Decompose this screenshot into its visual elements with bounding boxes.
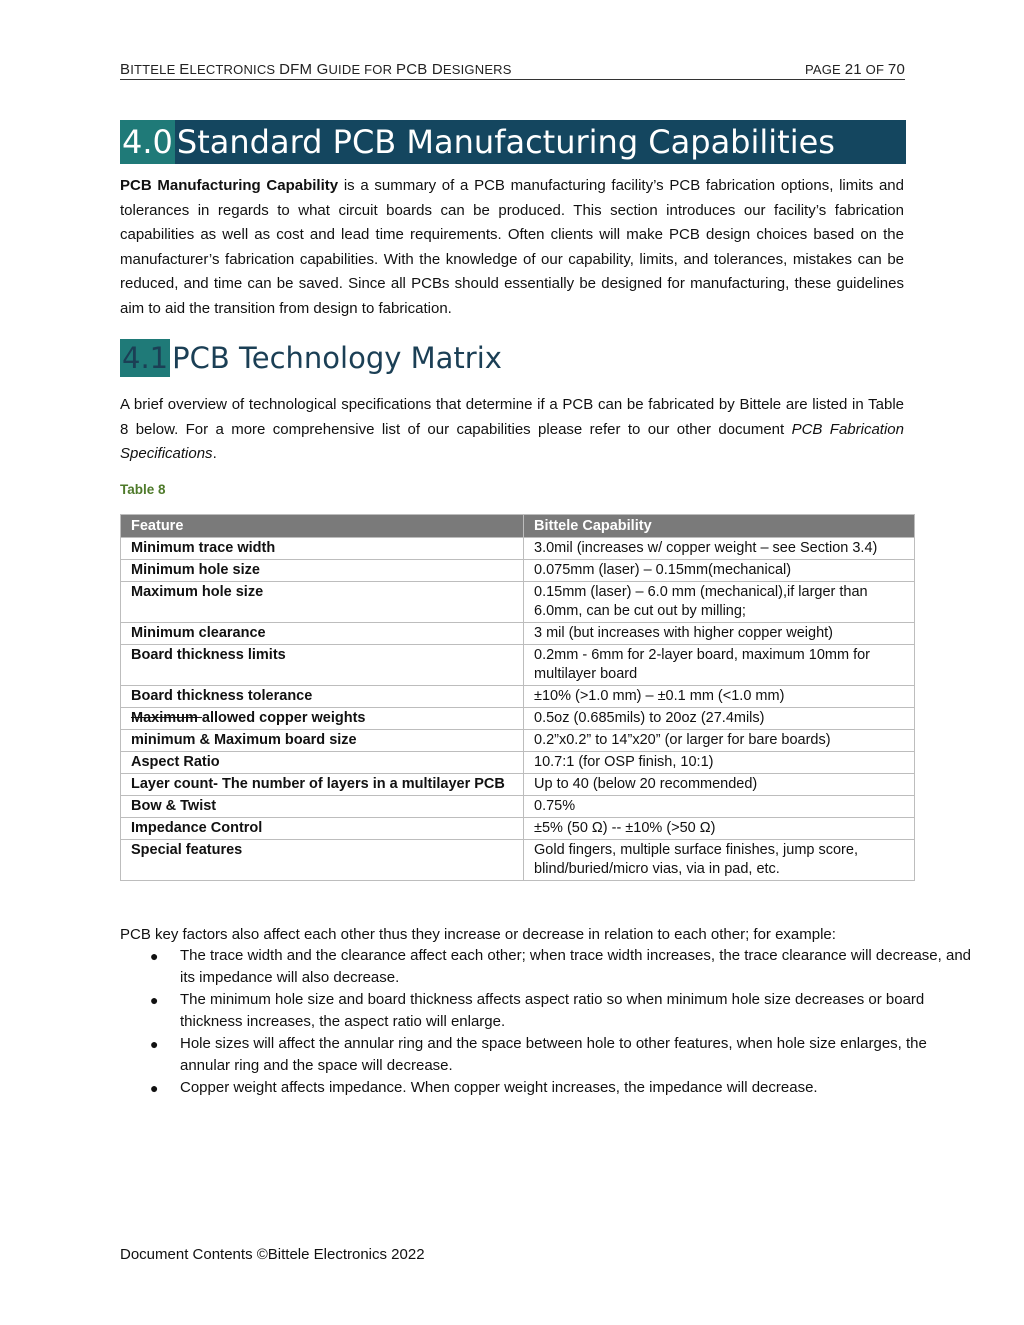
feature-label: Minimum hole size: [131, 562, 260, 578]
feature-cell: [121, 645, 524, 686]
feature-cell: [121, 818, 524, 840]
section-number: 4.1: [122, 341, 169, 375]
list-item-text: Copper weight affects impedance. When copper weight increases, the impedance will decrease.: [180, 1079, 818, 1096]
capability-cell: 0.075mm (laser) – 0.15mm(mechanical): [524, 560, 915, 582]
feature-cell: [121, 774, 524, 796]
section-heading-4-0: [120, 120, 906, 164]
feature-label: Board thickness tolerance: [131, 688, 313, 704]
table-row: [121, 752, 915, 774]
table-caption: Table 8: [120, 482, 166, 497]
table-row: [121, 623, 915, 645]
capability-cell: 3 mil (but increases with higher copper weight): [524, 623, 915, 645]
list-item-text: Hole sizes will affect the annular ring and the space between hole to other features, when hole size enlarges, the annular ring and the space will decrease.: [180, 1035, 927, 1074]
feature-label: Special features: [131, 842, 243, 858]
header-text-part: ESIGNERS: [442, 62, 512, 77]
header-text-part: ITTELE: [130, 62, 180, 77]
bullet-icon: ●: [150, 1080, 159, 1096]
section-title: PCB Technology Matrix: [172, 341, 502, 375]
feature-cell: [121, 538, 524, 560]
feature-label: Minimum trace width: [131, 540, 276, 556]
table-row: [121, 560, 915, 582]
header-text-part: UIDE FOR: [328, 62, 396, 77]
section-heading-4-1: [120, 338, 502, 378]
key-factors-intro: PCB key factors also affect each other thus they increase or decrease in relation to each other; for example:: [120, 926, 836, 943]
feature-cell: [121, 796, 524, 818]
table-row: [121, 840, 915, 881]
capability-table: [120, 514, 915, 881]
struck-text: Maximum: [131, 710, 202, 726]
bullet-icon: ●: [150, 1036, 159, 1052]
capability-cell: 10.7:1 (for OSP finish, 10:1): [524, 752, 915, 774]
feature-cell: [121, 582, 524, 623]
column-header-capability: Bittele Capability: [524, 515, 915, 538]
list-item: [150, 989, 972, 1033]
page-number: PAGE 21 OF 70: [804, 61, 905, 78]
feature-label: allowed copper weights: [201, 710, 366, 726]
header-text-part: LECTRONICS: [189, 62, 280, 77]
section-4-1-paragraph: A brief overview of technological specifications that determine if a PCB can be fabricated by Bittele are listed in Table 8 below. For a more comprehensive list of our capabilities please refer to our other document PCB Fabrication Specifications.: [120, 396, 904, 463]
table-row: [121, 645, 915, 686]
feature-cell: [121, 840, 524, 881]
header-text-part: G: [316, 61, 329, 78]
capability-cell: 0.15mm (laser) – 6.0 mm (mechanical),if larger than 6.0mm, can be cut out by milling;: [524, 582, 915, 623]
capability-cell: 0.75%: [524, 796, 915, 818]
list-item: [150, 945, 972, 989]
list-item-text: The trace width and the clearance affect each other; when trace width increases, the trace clearance will decrease, and its impedance will also decrease.: [180, 947, 972, 986]
list-item-text: The minimum hole size and board thickness affects aspect ratio so when minimum hole size decreases or board thickness increases, the aspect ratio will enlarge.: [180, 991, 925, 1030]
page-header: [120, 61, 905, 80]
feature-label: Aspect Ratio: [131, 754, 220, 770]
table-row: [121, 796, 915, 818]
header-text-part: E: [179, 61, 190, 78]
header-text-part: DFM: [279, 61, 317, 78]
section-title: Standard PCB Manufacturing Capabilities: [176, 123, 835, 161]
feature-label: Impedance Control: [131, 820, 263, 836]
capability-cell: 0.2”x0.2” to 14”x20” (or larger for bare boards): [524, 730, 915, 752]
feature-label: Bow & Twist: [131, 798, 217, 814]
feature-cell: [121, 560, 524, 582]
list-item: [150, 1033, 972, 1077]
section-number: 4.0: [120, 120, 175, 164]
capability-cell: ±5% (50 Ω) -- ±10% (>50 Ω): [524, 818, 915, 840]
header-text-part: B: [120, 61, 131, 78]
column-header-feature: Feature: [121, 515, 524, 538]
feature-label: minimum & Maximum board size: [131, 732, 357, 748]
feature-cell: [121, 686, 524, 708]
header-text-part: D: [431, 61, 443, 78]
list-item: [150, 1077, 972, 1099]
capability-cell: 3.0mil (increases w/ copper weight – see Section 3.4): [524, 538, 915, 560]
header-text-part: PCB: [396, 61, 432, 78]
capability-cell: Up to 40 (below 20 recommended): [524, 774, 915, 796]
feature-cell: [121, 752, 524, 774]
table-row: [121, 708, 915, 730]
table-row: [121, 538, 915, 560]
capability-cell: Gold fingers, multiple surface finishes, jump score, blind/buried/micro vias, via in pad, etc.: [524, 840, 915, 881]
feature-label: Minimum clearance: [131, 625, 266, 641]
feature-label: Layer count- The number of layers in a multilayer PCB: [131, 776, 505, 792]
table-row: [121, 730, 915, 752]
table-row: [121, 818, 915, 840]
section-4-0-paragraph: PCB Manufacturing Capability is a summary of a PCB manufacturing facility’s PCB fabrication options, limits and tolerances in regards to what circuit boards can be produced. This section introduces our facility’s fabrication capabilities as well as cost and lead time requirements. Often clients will make PCB design choices based on the manufacturer’s fabrication capabilities. With the knowledge of our capability, limits, and tolerances, mistakes can be reduced, and time can be saved. Since all PCBs should essentially be designed for manufacturing, these guidelines aim to aid the transition from design to fabrication.: [120, 177, 904, 317]
feature-cell: [121, 623, 524, 645]
table-row: [121, 582, 915, 623]
feature-label: Board thickness limits: [131, 647, 286, 663]
table-row: [121, 774, 915, 796]
page-footer: Document Contents ©Bittele Electronics 2022: [120, 1246, 425, 1263]
key-factors-list: [150, 945, 972, 1099]
capability-cell: 0.5oz (0.685mils) to 20oz (27.4mils): [524, 708, 915, 730]
capability-cell: ±10% (>1.0 mm) – ±0.1 mm (<1.0 mm): [524, 686, 915, 708]
feature-label: Maximum hole size: [131, 584, 264, 600]
feature-cell: [121, 730, 524, 752]
document-title: [120, 61, 512, 78]
table-header-row: [121, 515, 915, 538]
bullet-icon: ●: [150, 992, 159, 1008]
table-row: [121, 686, 915, 708]
capability-cell: 0.2mm - 6mm for 2-layer board, maximum 10mm for multilayer board: [524, 645, 915, 686]
feature-cell: [121, 708, 524, 730]
bullet-icon: ●: [150, 948, 159, 964]
